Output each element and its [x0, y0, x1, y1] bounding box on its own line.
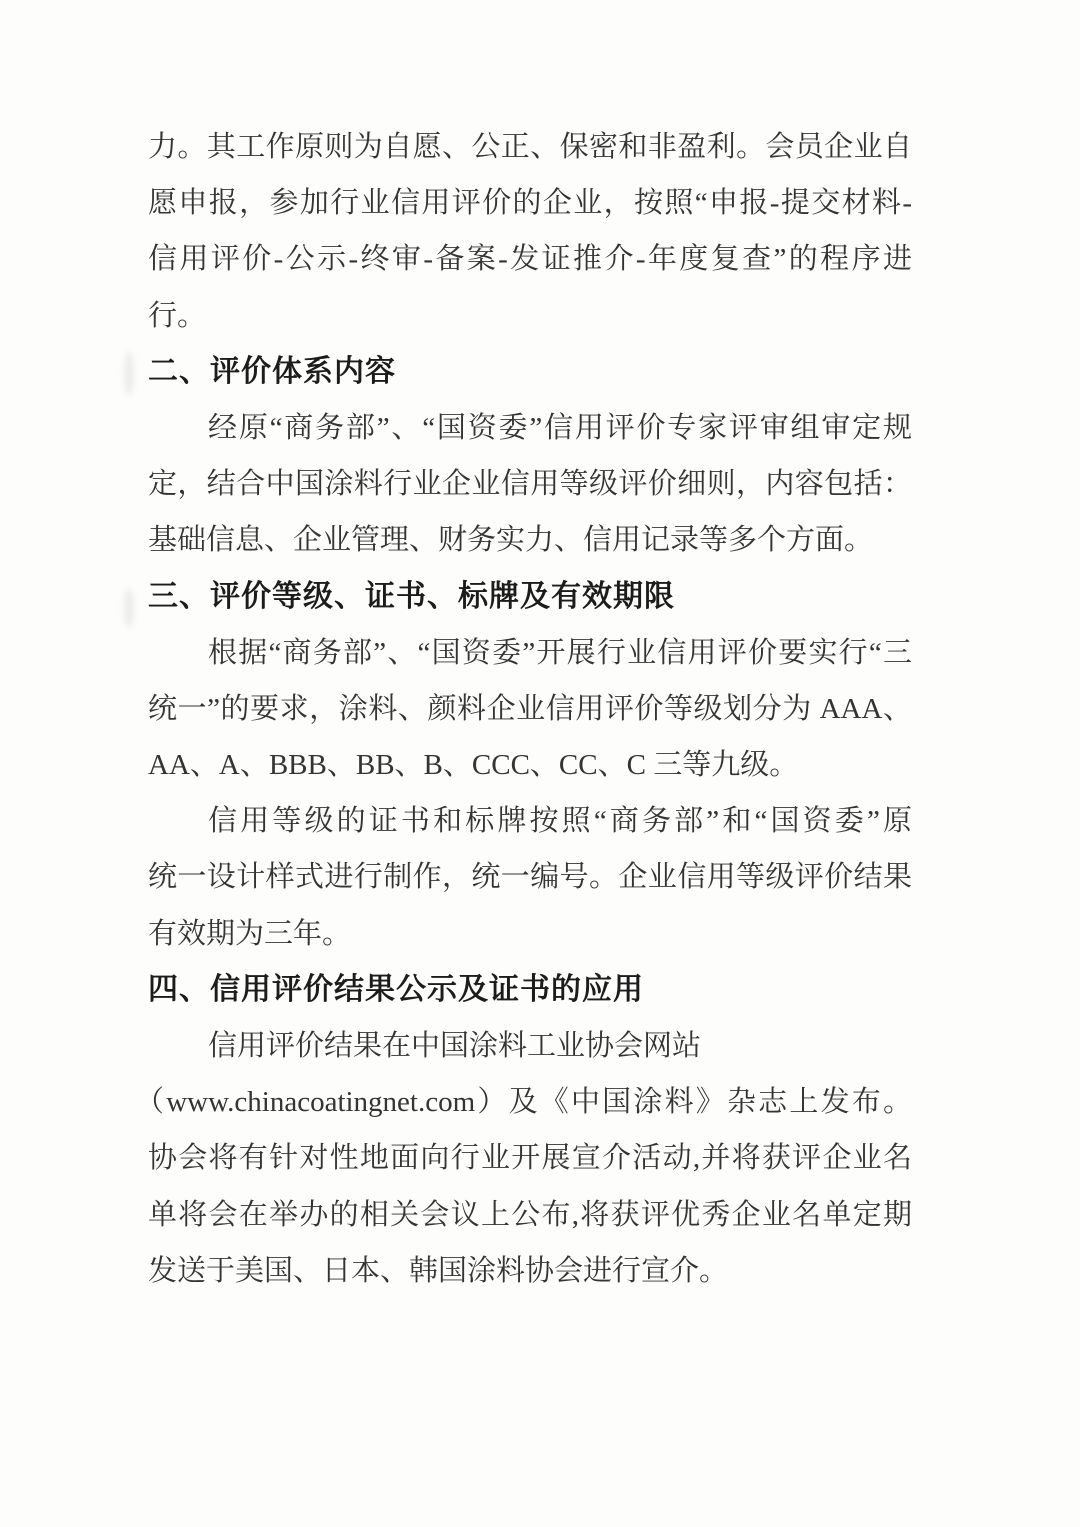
body-line: 行。: [148, 299, 207, 332]
body-line: 协会将有针对性地面向行业开展宣介活动,并将获评企业名: [148, 1142, 912, 1175]
body-line: 基础信息、企业管理、财务实力、信用记录等多个方面。: [148, 524, 874, 557]
body-line: 统一”的要求，涂料、颜料企业信用评价等级划分为 AAA、: [148, 692, 912, 725]
body-line: 根据“商务部”、“国资委”开展行业信用评价要实行“三: [208, 636, 912, 669]
body-line: 信用评价结果在中国涂料工业协会网站: [208, 1030, 702, 1062]
scan-smudge: [124, 588, 134, 628]
section-heading: 三、评价等级、证书、标牌及有效期限: [148, 579, 675, 613]
body-line: 定，结合中国涂料行业企业信用等级评价细则，内容包括：: [148, 468, 912, 501]
body-line: AA、A、BBB、BB、B、CCC、CC、C 三等九级。: [148, 749, 799, 782]
body-line: 信用评价-公示-终审-备案-发证推介-年度复查”的程序进: [148, 243, 912, 276]
section-heading: 二、评价体系内容: [148, 354, 396, 388]
section-heading: 四、信用评价结果公示及证书的应用: [148, 972, 644, 1006]
scan-smudge: [124, 352, 134, 396]
body-line: 统一设计样式进行制作，统一编号。企业信用等级评价结果: [148, 861, 912, 894]
body-line: 愿申报，参加行业信用评价的企业，按照“申报-提交材料-: [148, 187, 912, 220]
body-line: 力。其工作原则为自愿、公正、保密和非盈利。会员企业自: [148, 131, 912, 163]
body-line: 有效期为三年。: [148, 917, 352, 950]
body-line: （www.chinacoatingnet.com）及《中国涂料》杂志上发布。: [135, 1086, 912, 1119]
body-line: 经原“商务部”、“国资委”信用评价专家评审组审定规: [208, 411, 912, 444]
body-line: 信用等级的证书和标牌按照“商务部”和“国资委”原: [208, 805, 912, 838]
body-line: 发送于美国、日本、韩国涂料协会进行宣介。: [148, 1254, 729, 1287]
body-line: 单将会在举办的相关会议上公布,将获评优秀企业名单定期: [148, 1198, 912, 1231]
